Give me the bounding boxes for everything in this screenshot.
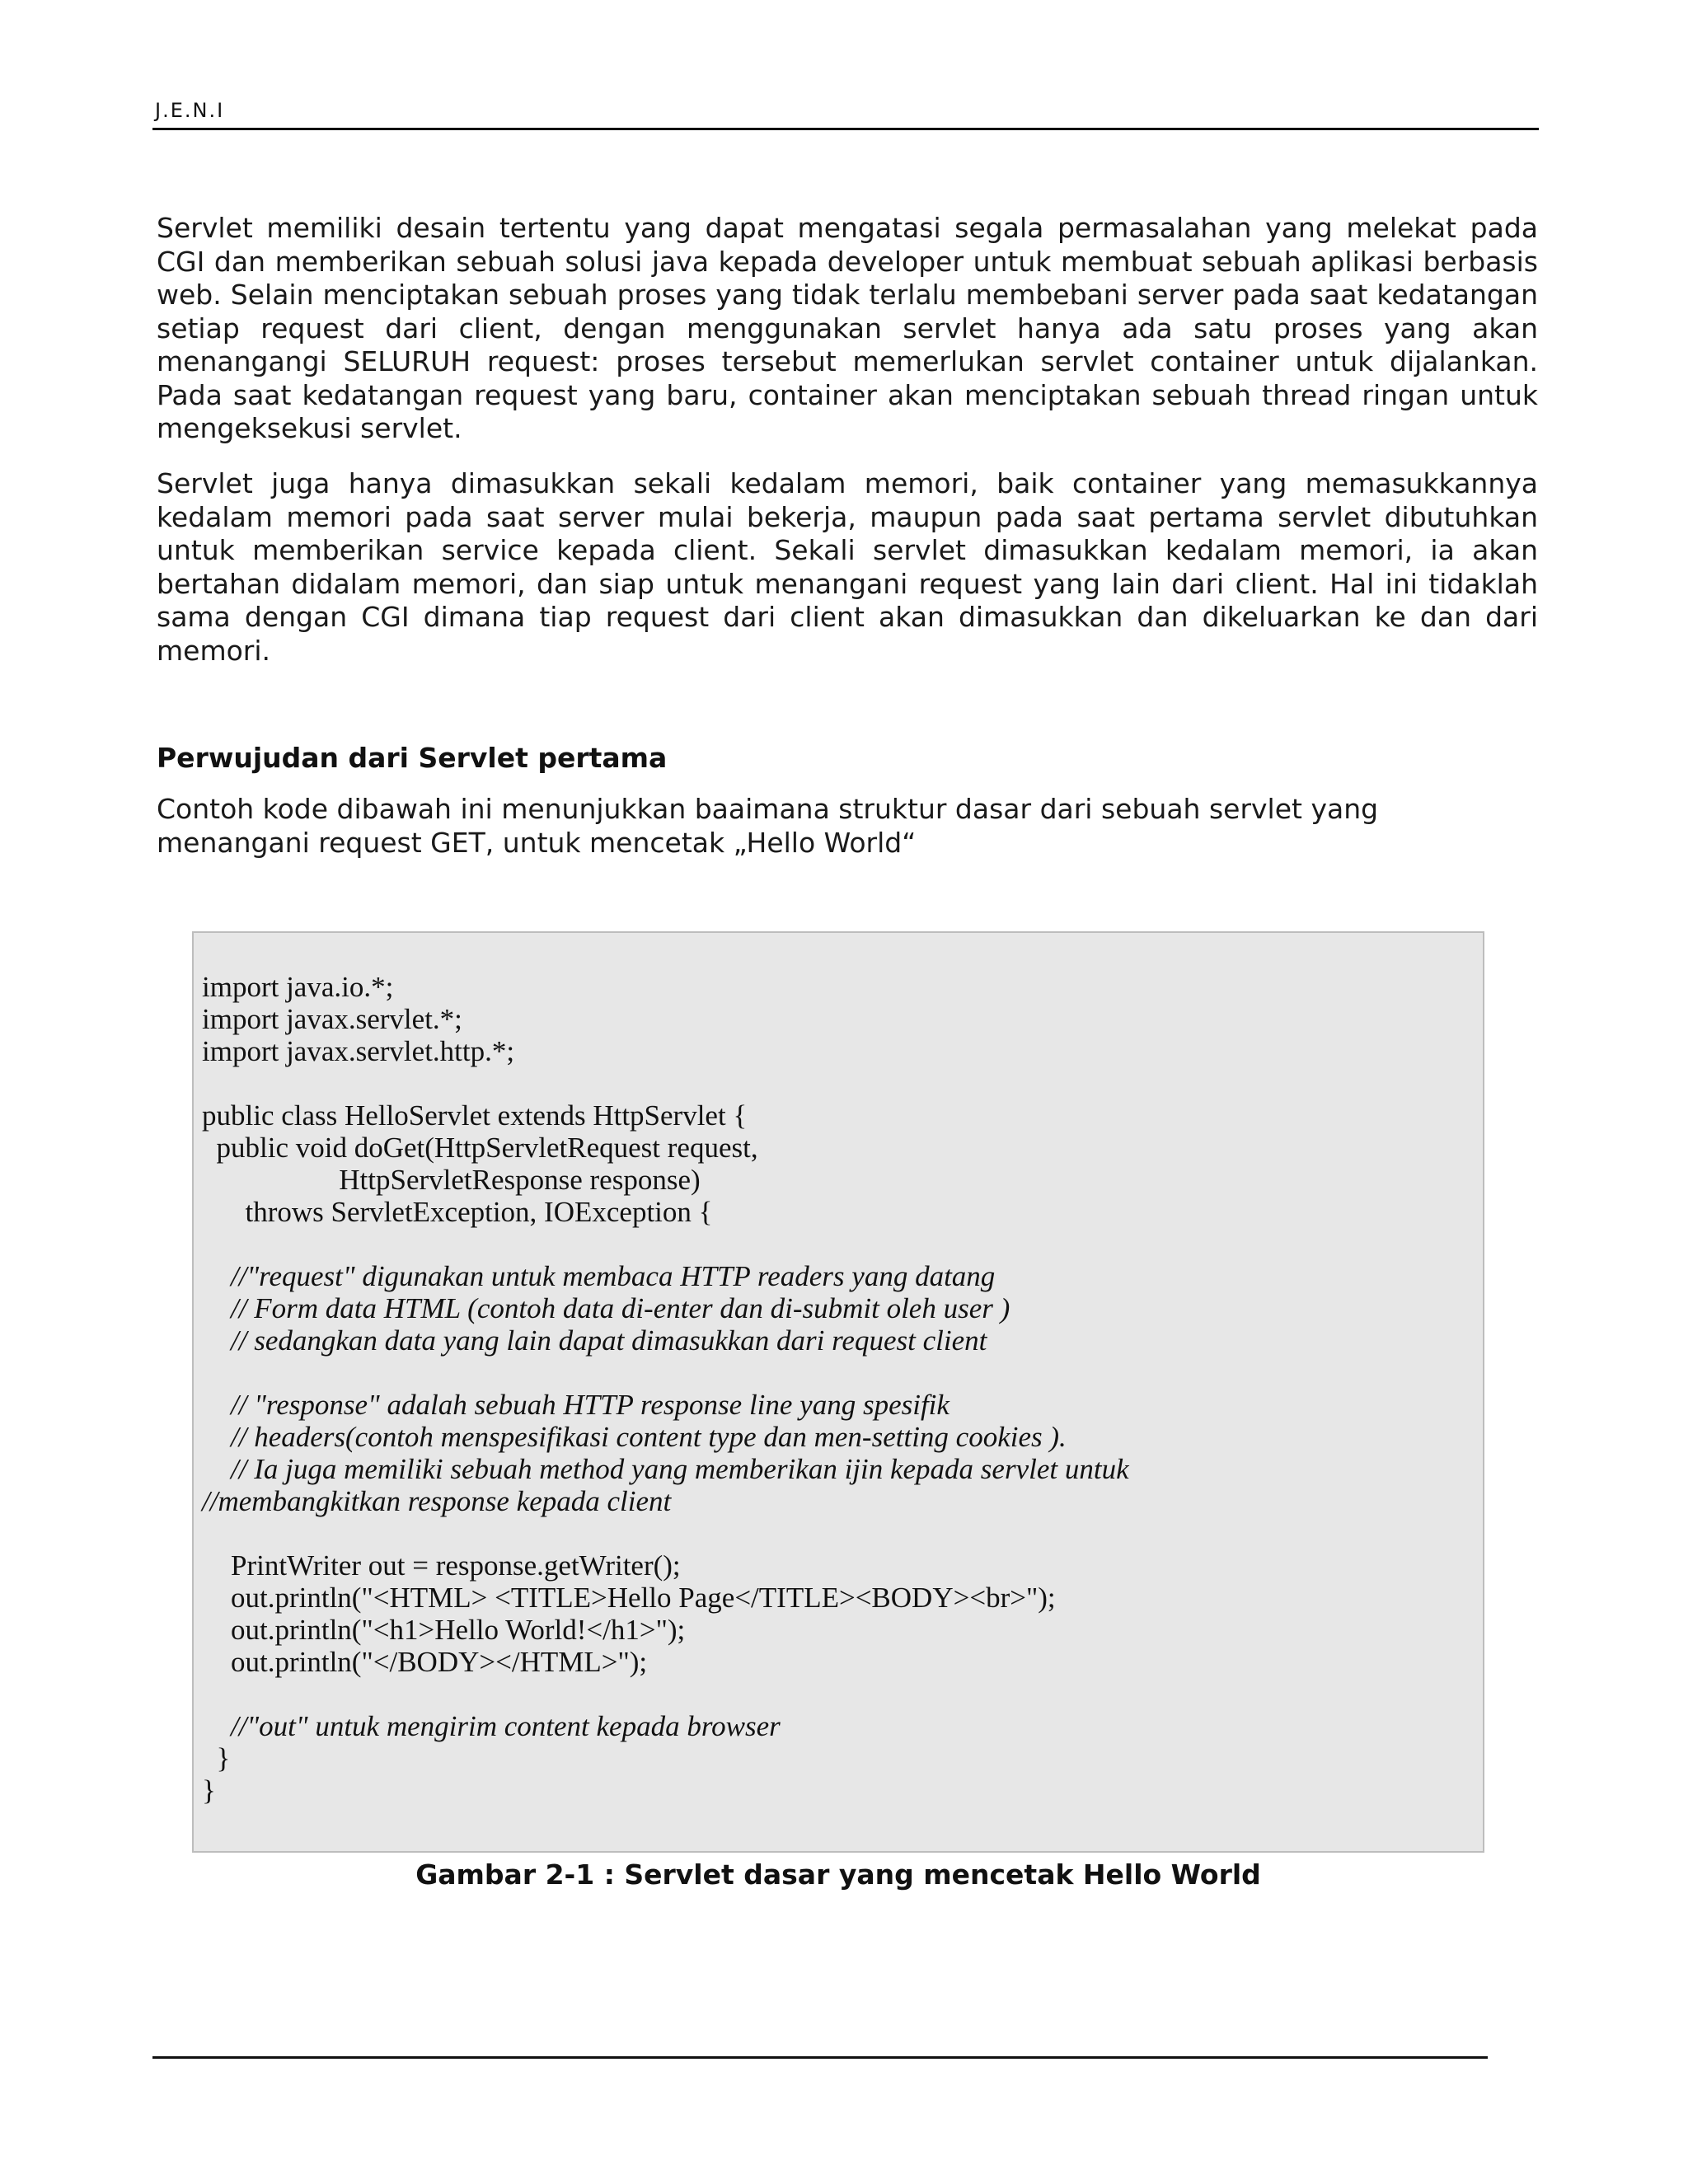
- code-comment-line: //"request" digunakan untuk membaca HTTP readers yang datang: [202, 1260, 996, 1292]
- code-line: import java.io.*;: [202, 971, 394, 1003]
- code-line: out.println("<HTML> <TITLE>Hello Page</TITLE><BODY><br>");: [202, 1582, 1056, 1614]
- code-line: [202, 1067, 1129, 1099]
- code-line: [202, 1357, 1129, 1389]
- figure-caption: Gambar 2-1 : Servlet dasar yang mencetak Hello World: [415, 1858, 1261, 1891]
- code-line: import javax.servlet.http.*;: [202, 1035, 515, 1067]
- code-comment-line: // sedangkan data yang lain dapat dimasukkan dari request client: [202, 1324, 987, 1357]
- paragraph-servlet-memory: Servlet juga hanya dimasukkan sekali kedalam memori, baik container yang memasukkannya kedalam memori pada saat server mulai bekerja, maupun pada saat pertama servlet dibutuhkan untuk memberikan service kepada client. Sekali servlet dimasukkan kedalam memori, ia akan bertahan didalam memori, dan siap untuk menangani request yang lain dari client. Hal ini tidaklah sama dengan CGI dimana tiap request dari client akan dimasukkan dan dikeluarkan ke dan dari memori.: [157, 467, 1538, 667]
- code-line: [202, 1228, 1129, 1260]
- paragraph-code-intro: Contoh kode dibawah ini menunjukkan baaimana struktur dasar dari sebuah servlet yang menangani request GET, untuk mencetak „Hello World“: [157, 793, 1379, 859]
- code-line: PrintWriter out = response.getWriter();: [202, 1549, 681, 1582]
- code-line: }: [202, 1774, 216, 1807]
- code-listing: [192, 931, 1484, 1853]
- code-line: throws ServletException, IOException {: [202, 1196, 713, 1228]
- footer-rule: [152, 2056, 1488, 2059]
- code-line: public class HelloServlet extends HttpServlet {: [202, 1099, 748, 1132]
- code-line: }: [202, 1742, 231, 1774]
- code-line: out.println("</BODY></HTML>");: [202, 1646, 648, 1678]
- code-comment-line: // headers(contoh menspesifikasi content type dan men-setting cookies ).: [202, 1421, 1067, 1453]
- section-heading: Perwujudan dari Servlet pertama: [157, 742, 668, 774]
- code-comment-line: // Form data HTML (contoh data di-enter dan di-submit oleh user ): [202, 1292, 1010, 1324]
- code-comment-line: //"out" untuk mengirim content kepada browser: [202, 1710, 781, 1742]
- code-comment-line: // "response" adalah sebuah HTTP response line yang spesifik: [202, 1389, 950, 1421]
- code-line: HttpServletResponse response): [202, 1164, 701, 1196]
- code-line: public void doGet(HttpServletRequest request,: [202, 1132, 758, 1164]
- code-line: out.println("<h1>Hello World!</h1>");: [202, 1614, 686, 1646]
- running-header: J.E.N.I: [155, 99, 225, 122]
- code-lines: [202, 971, 1129, 1807]
- code-line: import javax.servlet.*;: [202, 1003, 462, 1035]
- code-comment-line: // Ia juga memiliki sebuah method yang memberikan ijin kepada servlet untuk: [202, 1453, 1129, 1485]
- header-rule: [152, 128, 1539, 130]
- code-line: [202, 1517, 1129, 1549]
- code-comment-line: //membangkitkan response kepada client: [202, 1485, 672, 1517]
- paragraph-servlet-design: Servlet memiliki desain tertentu yang dapat mengatasi segala permasalahan yang melekat pada CGI dan memberikan sebuah solusi java kepada developer untuk membuat sebuah aplikasi berbasis web. Selain menciptakan sebuah proses yang tidak terlalu membebani server pada saat kedatangan setiap request dari client, dengan menggunakan servlet hanya ada satu proses yang akan menangangi SELURUH request: proses tersebut memerlukan servlet container untuk dijalankan. Pada saat kedatangan request yang baru, container akan menciptakan sebuah thread ringan untuk mengeksekusi servlet.: [157, 212, 1538, 444]
- code-line: [202, 1678, 1129, 1710]
